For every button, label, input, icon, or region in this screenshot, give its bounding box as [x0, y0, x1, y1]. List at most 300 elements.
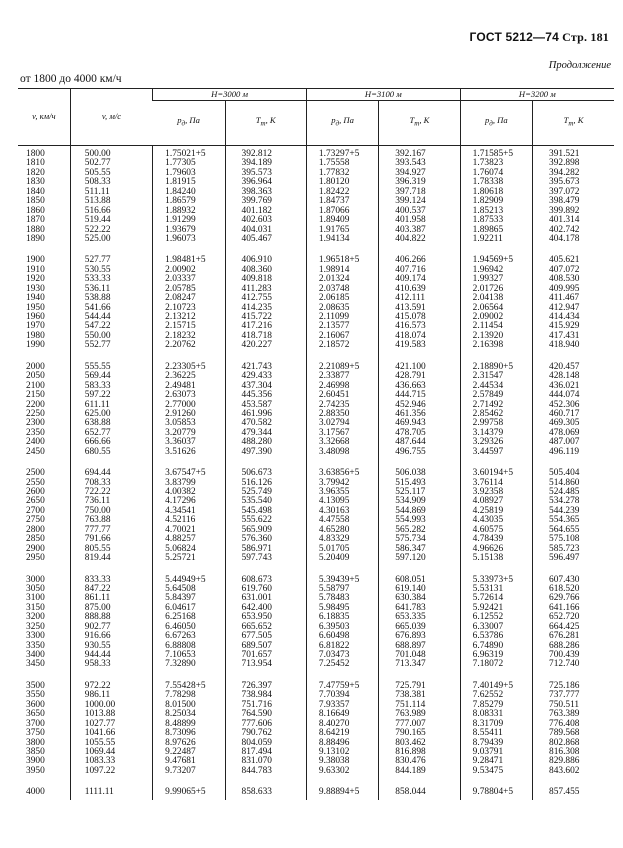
pressure-3100-value: 3.63856+5: [318, 468, 360, 479]
temperature-3100-value: 619.140: [395, 583, 426, 594]
pressure-3100-value: 1.89409: [318, 215, 350, 226]
pressure-3100-value: 9.13102: [318, 746, 350, 757]
pressure-3000-value: 2.20762: [165, 340, 196, 351]
pressure-3000-value: 6.25168: [165, 612, 196, 623]
temperature-3200-value: 712.740: [549, 659, 580, 670]
temperature-3000-value: 453.587: [241, 399, 272, 410]
pressure-3100-cell: [306, 672, 378, 778]
temperature-3100-value: 403.387: [395, 224, 426, 235]
temperature-3100-value: 506.038: [395, 468, 426, 479]
speed-kmh-cell: [18, 459, 70, 565]
temperature-3000-value: 414.235: [241, 302, 272, 313]
speed-kmh-value: 1950: [26, 302, 45, 313]
speed-kmh-value: 2600: [26, 487, 45, 497]
pressure-3100-cell: [306, 566, 378, 672]
pressure-3000-cell: [153, 146, 225, 247]
speed-ms-value: 722.22: [84, 487, 111, 497]
speed-ms-cell: [70, 353, 152, 459]
speed-kmh-value: 3150: [26, 602, 45, 613]
speed-ms-value: 972.22: [84, 680, 111, 691]
temperature-3200-value: 505.404: [549, 468, 580, 479]
temperature-3200-value: 404.178: [549, 233, 580, 244]
temperature-3200-value: 763.389: [549, 709, 580, 720]
temperature-3000-value: 401.182: [241, 205, 272, 216]
speed-ms-value: 986.11: [84, 690, 111, 701]
speed-ms-value: 536.11: [84, 283, 111, 294]
pressure-3100-value: 3.79942: [318, 477, 350, 488]
temperature-3200-cell: [533, 566, 615, 672]
temperature-3100-value: 419.583: [395, 340, 426, 351]
pressure-3000-value: 2.05785: [165, 283, 196, 294]
pressure-3200-value: 3.44597: [472, 446, 504, 457]
temperature-3200-value: 487.007: [549, 437, 580, 448]
pressure-3000-value: 3.36037: [165, 437, 196, 448]
pressure-3100-value: 7.93357: [318, 699, 350, 710]
temperature-3100-value: 452.946: [395, 399, 426, 410]
temperature-3000-cell: [225, 146, 306, 247]
data-block: [18, 778, 614, 799]
table-row: [18, 566, 614, 672]
temperature-3000-value: 751.716: [241, 699, 272, 710]
pressure-3200-value: 2.44534: [472, 380, 504, 391]
pressure-3100-value: 5.78483: [318, 593, 350, 604]
temperature-3200-value: 402.742: [549, 224, 580, 235]
temperature-3100-value: 534.909: [395, 496, 426, 507]
pressure-3000-value: 2.18232: [165, 330, 196, 341]
pressure-3200-value: 1.73823: [472, 158, 504, 169]
speed-ms-value: 505.55: [84, 167, 111, 178]
speed-kmh-value: 2750: [26, 515, 45, 526]
pressure-3200-value: 2.57849: [472, 390, 504, 401]
temperature-3000-cell: [225, 459, 306, 565]
speed-kmh-value: 3350: [26, 640, 45, 651]
speed-kmh-value: 2300: [26, 418, 45, 429]
temperature-3000-value: 429.433: [241, 371, 272, 382]
temperature-3100-value: 830.476: [395, 756, 426, 767]
temperature-3000-value: 488.280: [241, 437, 272, 448]
pressure-3100-value: 5.98495: [318, 602, 350, 613]
speed-kmh-cell: [18, 672, 70, 778]
temperature-3000-value: 506.673: [241, 468, 272, 479]
temperature-3000-value: 535.540: [241, 496, 272, 507]
continuation-label: Продолжение: [548, 60, 611, 71]
pressure-3100-cell: [306, 353, 378, 459]
pressure-3200-value: 2.31547: [472, 371, 504, 382]
temperature-3000-value: 404.031: [241, 224, 272, 235]
header-v-kmh: v, км/ч: [18, 89, 70, 146]
speed-ms-value: 1027.77: [84, 718, 116, 729]
pressure-3100-value: 2.01324: [318, 274, 350, 285]
speed-ms-value: 525.00: [84, 233, 111, 244]
temperature-3200-value: 829.886: [549, 756, 580, 767]
speed-ms-value: 541.66: [84, 302, 111, 313]
pressure-3200-cell: [460, 146, 532, 247]
speed-ms-value: 513.88: [84, 196, 111, 207]
pressure-3200-value: 8.08331: [472, 709, 504, 720]
speed-ms-value: 930.55: [84, 640, 111, 651]
pressure-3000-value: 4.34541: [165, 505, 196, 516]
temperature-3000-value: 597.743: [241, 553, 272, 564]
speed-ms-value: 527.77: [84, 255, 111, 266]
pressure-3000-value: 9.47681: [165, 756, 196, 767]
pressure-3100-value: 2.18572: [318, 340, 350, 351]
pressure-3200-value: 2.11454: [472, 321, 503, 332]
temperature-3200-value: 524.485: [549, 487, 580, 497]
temperature-3100-value: 751.114: [395, 699, 426, 710]
speed-kmh-value: 3600: [26, 699, 45, 710]
pressure-3100-value: 1.87066: [318, 205, 350, 216]
temperature-3100-value: 397.718: [395, 186, 426, 197]
pressure-3000-cell: [153, 566, 225, 672]
temperature-3200-value: 405.621: [549, 255, 580, 266]
speed-ms-value: 530.55: [84, 264, 111, 275]
pressure-3100-value: 3.17567: [318, 427, 350, 438]
speed-kmh-value: 1970: [26, 321, 45, 332]
pressure-3200-value: 2.71492: [472, 399, 504, 410]
pressure-3200-value: 1.94569+5: [472, 255, 514, 266]
speed-kmh-value: 1980: [26, 330, 45, 341]
header-temperature-3000: $T_т$, К: [225, 101, 306, 146]
temperature-3100-value: 608.051: [395, 574, 426, 585]
pressure-3200-value: 2.18890+5: [472, 361, 514, 372]
speed-ms-value: 833.33: [84, 574, 111, 585]
speed-kmh-value: 1890: [26, 233, 45, 244]
speed-ms-value: 694.44: [84, 468, 111, 479]
speed-kmh-value: 2450: [26, 446, 45, 457]
pressure-3000-value: 7.55428+5: [165, 680, 206, 691]
table-row: [18, 459, 614, 565]
speed-kmh-value: 1810: [26, 158, 45, 169]
temperature-3000-value: 411.283: [241, 283, 272, 294]
speed-ms-value: 1097.22: [84, 765, 116, 776]
header-v-ms: v, м/с: [70, 89, 152, 146]
table-row: [18, 778, 614, 799]
speed-ms-value: 500.00: [84, 149, 111, 159]
temperature-3000-value: 398.363: [241, 186, 272, 197]
pressure-3200-value: 4.60575: [472, 524, 504, 535]
speed-ms-value: 958.33: [84, 659, 111, 670]
pressure-3000-value: 5.84397: [165, 593, 196, 604]
pressure-3000-value: 9.73207: [165, 765, 196, 776]
pressure-3100-value: 5.58797: [318, 583, 350, 594]
speed-kmh-value: 2350: [26, 427, 45, 438]
speed-kmh-value: 3550: [26, 690, 45, 701]
speed-ms-value: 533.33: [84, 274, 111, 285]
speed-kmh-value: 2100: [26, 380, 45, 391]
pressure-3000-value: 8.01500: [165, 699, 196, 710]
temperature-3000-value: 764.590: [241, 709, 272, 720]
temperature-3200-value: 436.021: [549, 380, 580, 391]
temperature-3200-cell: [533, 353, 615, 459]
speed-ms-value: 888.88: [84, 612, 111, 623]
speed-ms-value: 875.00: [84, 602, 111, 613]
temperature-3100-value: 777.007: [395, 718, 426, 729]
temperature-3200-value: 420.457: [549, 361, 580, 372]
pressure-3100-value: 2.21089+5: [318, 361, 360, 372]
pressure-3000-value: 2.08247: [165, 293, 196, 304]
temperature-3000-value: 399.769: [241, 196, 272, 207]
speed-kmh-value: 3250: [26, 621, 45, 632]
header-temperature-3100: $T_т$, К: [379, 101, 460, 146]
pressure-3000-value: 2.23305+5: [165, 361, 206, 372]
speed-ms-cell: [70, 672, 152, 778]
temperature-3000-value: 665.652: [241, 621, 272, 632]
temperature-3100-value: 738.381: [395, 690, 426, 701]
speed-ms-value: 861.11: [84, 593, 111, 604]
pressure-3000-value: 4.17296: [165, 496, 196, 507]
temperature-3000-cell: [225, 778, 306, 799]
pressure-3000-value: 3.51626: [165, 446, 196, 457]
pressure-3200-value: 2.04138: [472, 293, 504, 304]
pressure-3200-value: 1.78338: [472, 177, 504, 188]
temperature-3200-value: 544.239: [549, 505, 580, 516]
temperature-3100-cell: [379, 566, 460, 672]
temperature-3200-value: 641.166: [549, 602, 580, 613]
temperature-3100-value: 515.493: [395, 477, 426, 488]
speed-ms-cell: [70, 246, 152, 352]
pressure-3000-value: 4.52116: [165, 515, 196, 526]
pressure-3100-value: 8.40270: [318, 718, 350, 729]
temperature-3100-value: 554.993: [395, 515, 426, 526]
pressure-3000-value: 1.77305: [165, 158, 196, 169]
temperature-3100-value: 816.898: [395, 746, 426, 757]
pressure-3000-value: 6.04617: [165, 602, 196, 613]
pressure-3000-value: 1.81915: [165, 177, 196, 188]
pressure-3000-value: 1.93679: [165, 224, 196, 235]
speed-kmh-cell: [18, 146, 70, 247]
speed-kmh-value: 1830: [26, 177, 45, 188]
pressure-3100-value: 8.88496: [318, 737, 350, 748]
temperature-3000-cell: [225, 246, 306, 352]
table-row: [18, 353, 614, 459]
pressure-3200-value: 8.79439: [472, 737, 504, 748]
temperature-3200-value: 397.072: [549, 186, 580, 197]
speed-kmh-value: 2050: [26, 371, 45, 382]
temperature-3200-value: 496.119: [549, 446, 580, 457]
pressure-3000-cell: [153, 246, 225, 352]
speed-ms-value: 1041.66: [84, 728, 116, 739]
pressure-3200-value: 3.14379: [472, 427, 504, 438]
pressure-3100-value: 5.39439+5: [318, 574, 360, 585]
speed-ms-value: 777.77: [84, 524, 111, 535]
temperature-3200-value: 514.860: [549, 477, 580, 488]
temperature-3200-value: 564.655: [549, 524, 580, 535]
pressure-3200-value: 9.03791: [472, 746, 504, 757]
pressure-3000-value: 8.25034: [165, 709, 196, 720]
pressure-3200-value: 3.76114: [472, 477, 503, 488]
pressure-3200-value: 1.89865: [472, 224, 504, 235]
pressure-3100-value: 3.96355: [318, 487, 350, 497]
pressure-3200-value: 4.78439: [472, 534, 504, 545]
pressure-3100-value: 7.70394: [318, 690, 350, 701]
temperature-3100-value: 444.715: [395, 390, 426, 401]
temperature-3200-value: 428.148: [549, 371, 580, 382]
temperature-3100-value: 676.893: [395, 631, 426, 642]
temperature-3100-value: 399.124: [395, 196, 426, 207]
pressure-3100-value: 2.60451: [318, 390, 350, 401]
temperature-3200-value: 391.521: [549, 149, 580, 159]
pressure-3200-value: 6.12552: [472, 612, 504, 623]
pressure-3100-value: 6.81822: [318, 640, 350, 651]
temperature-3100-value: 400.537: [395, 205, 426, 216]
speed-kmh-value: 2700: [26, 505, 45, 516]
data-block: [18, 672, 614, 778]
temperature-3100-value: 701.048: [395, 650, 426, 660]
temperature-3100-value: 406.266: [395, 255, 426, 266]
temperature-3000-value: 409.818: [241, 274, 272, 285]
temperature-3000-cell: [225, 353, 306, 459]
temperature-3200-value: 399.892: [549, 205, 580, 216]
speed-ms-value: 538.88: [84, 293, 111, 304]
pressure-3000-value: 2.63073: [165, 390, 196, 401]
speed-ms-value: 680.55: [84, 446, 111, 457]
speed-ms-value: 552.77: [84, 340, 111, 351]
temperature-3000-value: 445.356: [241, 390, 272, 401]
temperature-3200-value: 411.467: [549, 293, 580, 304]
pressure-3000-value: 9.22487: [165, 746, 196, 757]
speed-kmh-value: 1940: [26, 293, 45, 304]
temperature-3100-value: 688.897: [395, 640, 426, 651]
temperature-3200-value: 700.439: [549, 650, 580, 660]
temperature-3000-value: 817.494: [241, 746, 272, 757]
temperature-3000-value: 677.505: [241, 631, 272, 642]
speed-kmh-value: 2950: [26, 553, 45, 564]
pressure-3100-value: 4.65280: [318, 524, 350, 535]
pressure-3000-value: 7.32890: [165, 659, 196, 670]
temperature-3100-value: 407.716: [395, 264, 426, 275]
pressure-3100-value: 5.01705: [318, 543, 350, 554]
pressure-3000-value: 3.05853: [165, 418, 196, 429]
temperature-3000-value: 777.606: [241, 718, 272, 729]
speed-kmh-value: 2400: [26, 437, 45, 448]
speed-kmh-value: 2000: [26, 361, 45, 372]
speed-kmh-value: 1880: [26, 224, 45, 235]
header-pressure-3200: $p_д$, Па: [460, 101, 532, 146]
pressure-3200-value: 2.99758: [472, 418, 504, 429]
pressure-3200-value: 5.72614: [472, 593, 504, 604]
pressure-3000-value: 2.13212: [165, 312, 196, 322]
speed-kmh-value: 3200: [26, 612, 45, 623]
pressure-3100-value: 1.96518+5: [318, 255, 360, 266]
speed-ms-cell: [70, 566, 152, 672]
temperature-3000-value: 395.573: [241, 167, 272, 178]
temperature-3000-value: 392.812: [241, 149, 272, 159]
pressure-3100-cell: [306, 459, 378, 565]
pressure-3000-value: 1.86579: [165, 196, 196, 207]
pressure-3000-value: 1.75021+5: [165, 149, 206, 159]
temperature-3200-value: 596.497: [549, 553, 580, 564]
speed-ms-value: 652.77: [84, 427, 111, 438]
temperature-3100-value: 428.791: [395, 371, 426, 382]
speed-ms-value: 1055.55: [84, 737, 116, 748]
speed-kmh-cell: [18, 353, 70, 459]
temperature-3100-value: 393.543: [395, 158, 426, 169]
temperature-3100-value: 575.734: [395, 534, 426, 545]
pressure-3200-cell: [460, 353, 532, 459]
temperature-3200-value: 534.278: [549, 496, 580, 507]
pressure-3100-cell: [306, 146, 378, 247]
speed-kmh-value: 2500: [26, 468, 45, 479]
pressure-3200-value: 4.08927: [472, 496, 504, 507]
pressure-3000-value: 4.70021: [165, 524, 196, 535]
speed-kmh-value: 2850: [26, 534, 45, 545]
pressure-3200-value: 2.16398: [472, 340, 504, 351]
temperature-3200-value: 676.281: [549, 631, 580, 642]
temperature-3200-cell: [533, 246, 615, 352]
table-row: [18, 246, 614, 352]
pressure-3100-value: 7.25452: [318, 659, 350, 670]
speed-kmh-value: 1870: [26, 215, 45, 226]
temperature-3200-value: 409.995: [549, 283, 580, 294]
speed-ms-value: 516.66: [84, 205, 111, 216]
pressure-3200-value: 4.43035: [472, 515, 504, 526]
temperature-3200-value: 452.306: [549, 399, 580, 410]
pressure-3200-value: 2.85462: [472, 408, 504, 419]
pressure-3100-value: 2.13577: [318, 321, 350, 332]
temperature-3000-value: 738.984: [241, 690, 272, 701]
pressure-3200-cell: [460, 778, 532, 799]
temperature-3000-value: 396.964: [241, 177, 272, 188]
temperature-3100-value: 421.100: [395, 361, 426, 372]
temperature-3200-value: 394.282: [549, 167, 580, 178]
temperature-3000-value: 470.582: [241, 418, 272, 429]
speed-ms-value: 847.22: [84, 583, 111, 594]
speed-kmh-value: 3800: [26, 737, 45, 748]
temperature-3000-value: 394.189: [241, 158, 272, 169]
pressure-3000-value: 8.73096: [165, 728, 196, 739]
speed-ms-value: 597.22: [84, 390, 111, 401]
temperature-3100-value: 412.111: [395, 293, 426, 304]
temperature-3000-value: 586.971: [241, 543, 272, 554]
speed-kmh-value: 3050: [26, 583, 45, 594]
temperature-3100-value: 404.822: [395, 233, 426, 244]
pressure-3100-value: 1.84737: [318, 196, 350, 207]
temperature-3000-value: 406.910: [241, 255, 272, 266]
temperature-3200-cell: [533, 778, 615, 799]
pressure-3100-value: 1.94134: [318, 233, 350, 244]
temperature-3000-value: 417.216: [241, 321, 272, 332]
speed-kmh-value: 4000: [26, 787, 45, 798]
pressure-3200-value: 9.28471: [472, 756, 504, 767]
speed-ms-cell: [70, 778, 152, 799]
pressure-3000-value: 1.96073: [165, 233, 196, 244]
temperature-3100-value: 790.165: [395, 728, 426, 739]
temperature-3100-value: 597.120: [395, 553, 426, 564]
pressure-3100-cell: [306, 778, 378, 799]
speed-range-caption: от 1800 до 4000 км/ч: [20, 73, 122, 85]
speed-ms-value: 625.00: [84, 408, 111, 419]
temperature-3000-value: 844.783: [241, 765, 272, 776]
pressure-3000-value: 2.36225: [165, 371, 196, 382]
pressure-3000-value: 5.06824: [165, 543, 196, 554]
pressure-3000-cell: [153, 672, 225, 778]
pressure-3000-cell: [153, 778, 225, 799]
speed-ms-value: 519.44: [84, 215, 111, 226]
pressure-3100-value: 7.47759+5: [318, 680, 360, 691]
temperature-3000-value: 420.227: [241, 340, 272, 351]
pressure-3100-value: 3.02794: [318, 418, 350, 429]
temperature-3000-value: 701.657: [241, 650, 272, 660]
pressure-3100-value: 2.74235: [318, 399, 350, 410]
temperature-3000-value: 689.507: [241, 640, 272, 651]
pressure-3000-value: 1.88932: [165, 205, 196, 216]
temperature-3200-value: 618.520: [549, 583, 580, 594]
temperature-3200-value: 802.868: [549, 737, 580, 748]
speed-kmh-value: 3650: [26, 709, 45, 720]
standard-code: ГОСТ 5212—74: [469, 30, 559, 44]
temperature-3200-value: 575.108: [549, 534, 580, 545]
temperature-3200-value: 585.723: [549, 543, 580, 554]
